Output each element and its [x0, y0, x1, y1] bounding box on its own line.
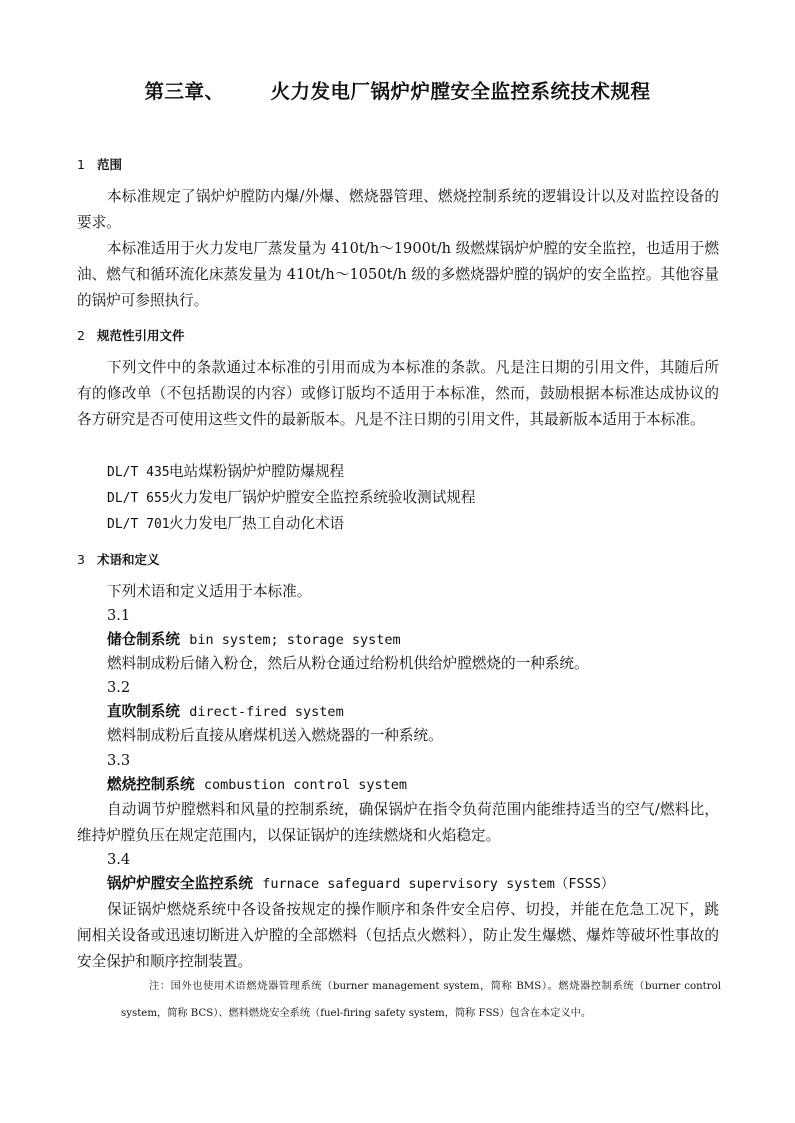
term-zh: 燃烧控制系统	[107, 776, 195, 793]
term-zh: 储仓制系统	[107, 631, 180, 648]
term-definition: 燃料制成粉后直接从磨煤机送入燃烧器的一种系统。	[107, 727, 443, 744]
section-number: 3	[77, 552, 85, 567]
reference-code: DL/T 701	[107, 517, 170, 532]
section-number: 2	[77, 328, 85, 343]
term-heading	[107, 628, 401, 652]
reference-item	[107, 512, 344, 537]
term-zh: 锅炉炉膛安全监控系统	[107, 875, 253, 892]
reference-code: DL/T 435	[107, 465, 170, 480]
section-title: 规范性引用文件	[97, 328, 185, 343]
section-1-paragraph-1: 本标准规定了锅炉炉膛防内爆/外爆、燃烧器管理、燃烧控制系统的逻辑设计以及对监控设备的要求。	[77, 188, 719, 231]
term-zh: 直吹制系统	[107, 703, 180, 720]
section-2-paragraph: 下列文件中的条款通过本标准的引用而成为本标准的条款。凡是注日期的引用文件，其随后所有的修改单（不包括勘误的内容）或修订版均不适用于本标准，然而，鼓励根据本标准达成协议的各方研究是否可使用这些文件的最新版本。凡是不注日期的引用文件，其最新版本适用于本标准。	[77, 359, 719, 428]
reference-title: 火力发电厂热工自动化术语	[169, 515, 345, 532]
reference-code: DL/T 655	[107, 491, 170, 506]
page-title	[0, 76, 795, 104]
title-text: 火力发电厂锅炉炉膛安全监控系统技术规程	[270, 80, 651, 103]
term-en: combustion control system	[203, 777, 408, 793]
section-2-heading	[77, 326, 185, 344]
term-number: 3.2	[107, 679, 131, 696]
section-title: 范围	[97, 157, 123, 172]
section-1-paragraph-2: 本标准适用于火力发电厂蒸发量为 410t/h～1900t/h 级燃煤锅炉炉膛的安全监控，也适用于燃油、燃气和循环流化床蒸发量为 410t/h～1050t/h 级的多燃烧器炉膛的锅炉的安全监控。其他容量的锅炉可参照执行。	[77, 240, 719, 309]
section-title: 术语和定义	[97, 552, 160, 567]
section-3-intro: 下列术语和定义适用于本标准。	[107, 583, 312, 600]
term-number: 3.1	[107, 607, 131, 624]
term-en: furnace safeguard supervisory system（FSSS）	[262, 876, 615, 892]
reference-item	[107, 460, 344, 485]
term-number: 3.4	[107, 851, 131, 868]
reference-title: 电站煤粉锅炉炉膛防爆规程	[169, 463, 345, 480]
term-definition: 保证锅炉燃烧系统中各设备按规定的操作顺序和条件安全启停、切投，并能在危急工况下，跳闸相关设备或迅速切断进入炉膛的全部燃料（包括点火燃料），防止发生爆燃、爆炸等破坏性事故的安全保护和顺序控制装置。	[77, 901, 719, 970]
section-number: 1	[77, 157, 85, 172]
term-definition: 燃料制成粉后储入粉仓，然后从粉仓通过给粉机供给炉膛燃烧的一种系统。	[107, 655, 589, 672]
term-en: direct-fired system	[189, 704, 344, 720]
note: 注：国外也使用术语燃烧器管理系统（burner management system，简称 BMS）。燃烧器控制系统（burner control system，简称 BCS）、燃料燃烧安全系统（fuel-firing safety system，简称 FSS）包含在本定义中。	[121, 981, 721, 1019]
chapter-label: 第三章、	[144, 80, 225, 103]
term-number: 3.3	[107, 752, 131, 769]
section-1-heading	[77, 155, 122, 173]
term-definition: 自动调节炉膛燃料和风量的控制系统，确保锅炉在指令负荷范围内能维持适当的空气/燃料比，维持炉膛负压在规定范围内，以保证锅炉的连续燃烧和火焰稳定。	[77, 801, 719, 844]
term-heading	[107, 872, 614, 896]
reference-title: 火力发电厂锅炉炉膛安全监控系统验收测试规程	[169, 489, 476, 506]
term-heading	[107, 773, 407, 797]
reference-item	[107, 486, 475, 511]
term-en: bin system; storage system	[189, 632, 401, 648]
section-3-heading	[77, 550, 160, 568]
term-heading	[107, 700, 344, 724]
